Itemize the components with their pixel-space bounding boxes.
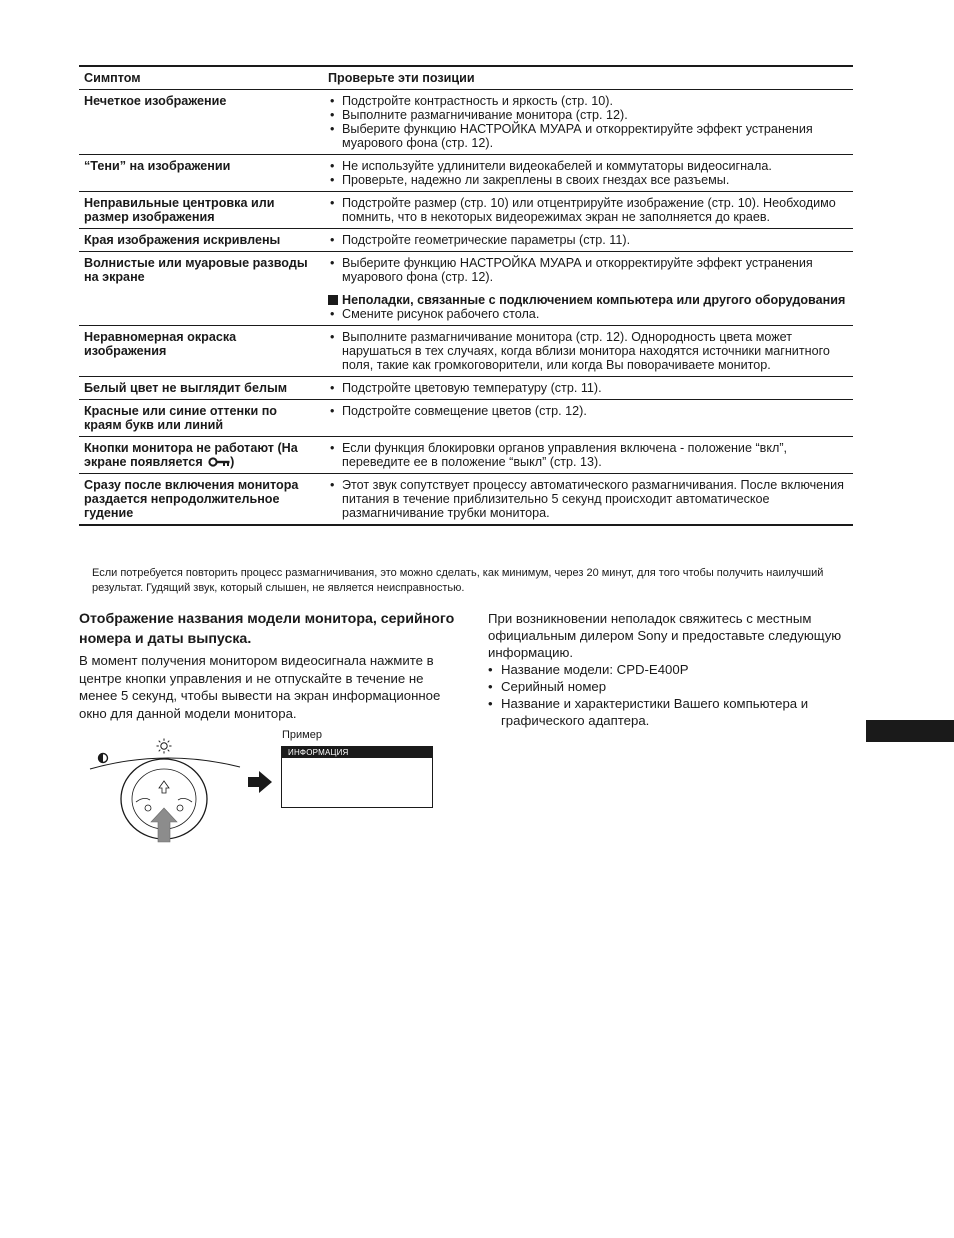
control-button-diagram [86, 738, 256, 848]
table-row [79, 90, 853, 155]
contrast-icon [99, 754, 108, 763]
symptom-cell: Сразу после включения монитора раздается непродолжительное гудение [84, 478, 299, 520]
press-arrow-icon [151, 808, 177, 842]
header-symptom: Симптом [79, 66, 323, 90]
symptom-cell: Края изображения искривлены [79, 229, 323, 252]
table-row [79, 400, 853, 437]
symptom-cell: “Тени” на изображении [79, 155, 323, 192]
table-row [79, 252, 853, 326]
symptom-cell: Белый цвет не выглядит белым [79, 377, 323, 400]
symptom-text: Кнопки монитора не работают (На экране появляется [84, 441, 298, 469]
checks-cell [323, 252, 853, 326]
table-row [79, 474, 853, 526]
contact-text: При возникновении неполадок свяжитесь с местным официальным дилером Sony и предоставьте следующую информацию. [488, 611, 842, 660]
list-item: • Название и характеристики Вашего компьютера и графического адаптера. [488, 695, 858, 729]
footnote: Если потребуется повторить процесс размагничивания, это можно сделать, как минимум, через 20 минут, для того чтобы получить наилучший результат. Гудящий звук, который слышен, не является неисправностью. [92, 567, 824, 594]
intro-paragraph: В момент получения монитором видеосигнала нажмите в центре кнопки управления и не отпускайте в течение не менее 5 секунд, чтобы вывести на экран информационное окно для данной модели монитора. [79, 653, 441, 721]
contact-section [488, 610, 858, 729]
subsection-heading [328, 293, 848, 307]
symptom-cell: Нечеткое изображение [79, 90, 323, 155]
checks-cell [323, 474, 853, 526]
section-tab-marker [866, 720, 954, 742]
list-item: • Серийный номер [488, 678, 858, 695]
check-item: • Подстройте размер (стр. 10) или отцентрируйте изображение (стр. 10). Необходимо помнить, что в некоторых видеорежимах экран не заполняется до краев. [328, 196, 848, 224]
symptom-cell: Неравномерная окраска изображения [79, 326, 323, 377]
subsection-heading-text: Неполадки, связанные с подключением компьютера или другого оборудования [342, 293, 846, 307]
checks-cell [323, 155, 853, 192]
check-item: • Подстройте цветовую температуру (стр. 11). [328, 381, 848, 395]
check-item: • Если функция блокировки органов управления включена - положение “вкл”, переведите ее в положение “выкл” (стр. 13). [328, 441, 848, 469]
list-item: • Название модели: CPD-E400P [488, 661, 858, 678]
key-lock-icon [208, 457, 230, 467]
checks-cell [323, 229, 853, 252]
checks-cell [323, 400, 853, 437]
symptom-cell: Волнистые или муаровые разводы на экране [79, 252, 323, 326]
checks-cell [323, 90, 853, 155]
checks-cell [323, 326, 853, 377]
symptom-cell: Неправильные центровка или размер изображения [79, 192, 323, 229]
checks-cell [323, 377, 853, 400]
checks-cell [323, 192, 853, 229]
check-item: • Смените рисунок рабочего стола. [328, 307, 848, 321]
check-item: • Выполните размагничивание монитора (стр. 12). [328, 108, 848, 122]
table-row [79, 229, 853, 252]
contact-list [488, 661, 858, 729]
information-window-title: ИНФОРМАЦИЯ [282, 747, 432, 758]
arrow-right-icon [247, 770, 273, 794]
table-header-row [79, 66, 853, 90]
check-item: • Не используйте удлинители видеокабелей и коммутаторы видеосигнала. [328, 159, 848, 173]
table-row [79, 326, 853, 377]
check-item: • Выберите функцию НАСТРОЙКА МУАРА и откорректируйте эффект устранения муарового фона (стр. 12). [328, 122, 848, 150]
checks-cell [323, 437, 853, 474]
symptom-cell: Красные или синие оттенки по краям букв или линий [79, 400, 323, 437]
symptom-cell [79, 437, 323, 474]
symptom-suffix: ) [230, 455, 235, 469]
check-item: • Подстройте совмещение цветов (стр. 12). [328, 404, 848, 418]
check-item: • Выберите функцию НАСТРОЙКА МУАРА и откорректируйте эффект устранения муарового фона (стр. 12). [328, 256, 848, 284]
troubleshooting-table [79, 65, 853, 526]
check-item: • Этот звук сопутствует процессу автоматического размагничивания. После включения питания в течение приблизительно 5 секунд происходит автоматическое размагничивание трубки монитора. [328, 478, 848, 520]
brightness-icon [157, 739, 172, 754]
square-bullet-icon [328, 295, 338, 305]
table-row [79, 155, 853, 192]
example-label: Пример [282, 729, 322, 741]
check-item: • Проверьте, надежно ли закреплены в своих гнездах все разъемы. [328, 173, 848, 187]
information-window [281, 746, 433, 808]
check-item: • Выполните размагничивание монитора (стр. 12). Однородность цвета может нарушаться в тех случаях, когда вблизи монитора находятся источники магнитного поля, такие как громкоговорители, или когда Вы поворачиваете монитор. [328, 330, 848, 372]
header-checks: Проверьте эти позиции [323, 66, 853, 90]
check-item: • Подстройте контрастность и яркость (стр. 10). [328, 94, 848, 108]
section-title: Отображение названия модели монитора, серийного номера и даты выпуска. [79, 611, 455, 647]
check-item: • Подстройте геометрические параметры (стр. 11). [328, 233, 848, 247]
table-row [79, 377, 853, 400]
table-row [79, 192, 853, 229]
table-row [79, 437, 853, 474]
